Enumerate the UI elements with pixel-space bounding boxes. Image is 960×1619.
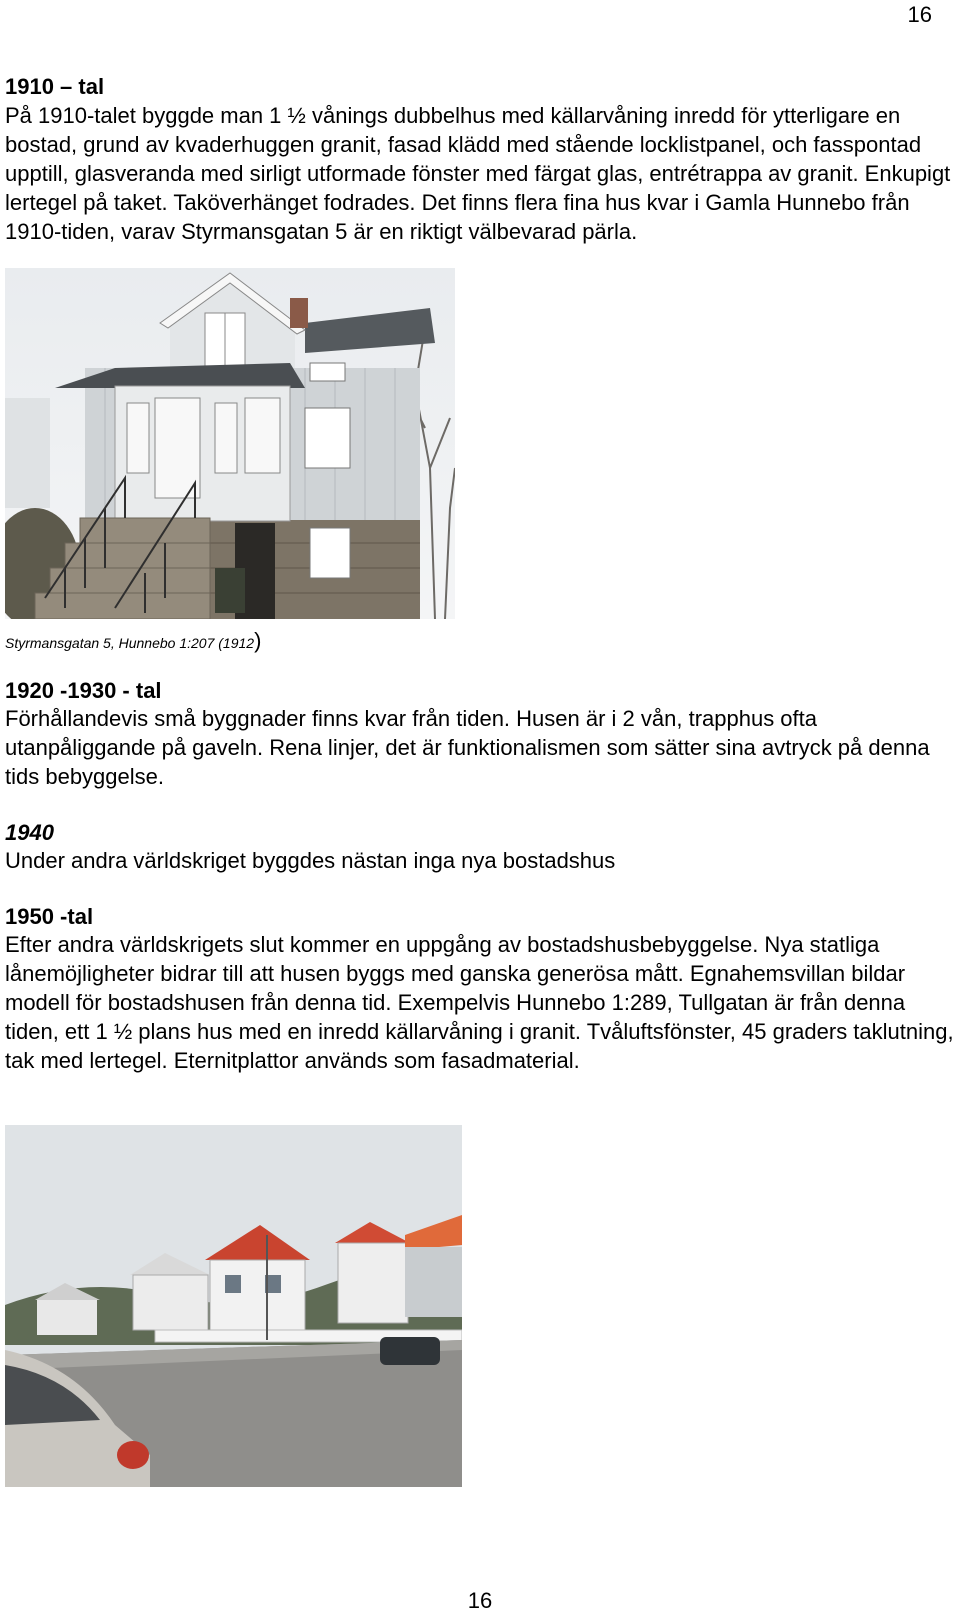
heading-1920-1930: 1920 -1930 - tal — [5, 678, 162, 703]
paragraph-1910: På 1910-talet byggde man 1 ½ vånings dubbelhus med källarvåning inredd för ytterligare en bostad, grund av kvaderhuggen granit, fasad klädd med stående locklistpanel, och fasspontad upptill, glasveranda med sirligt utformade fönster med färgat glas, entrétrappa av granit. Enkupigt lertegel på taket. Taköverhänget fodrades. Det finns flera fina hus kvar i Gamla Hunnebo från 1910-tiden, varav Styrmansgatan 5 är en riktigt välbevarad pärla. — [5, 103, 951, 244]
caption-text: Styrmansgatan 5, Hunnebo 1:207 (1912 — [5, 635, 255, 651]
street-illustration — [5, 1125, 462, 1487]
photo-caption — [5, 628, 261, 654]
paragraph-1950: Efter andra världskrigets slut kommer en uppgång av bostadshusbebyggelse. Nya statliga lånemöjligheter bidrar till att husen byggs med ganska generösa mått. Egnahemsvillan bildar modell för bostadshusen från denna tid. Exempelvis Hunnebo 1:289, Tullgatan är från denna tiden, ett 1 ½ plans hus med en inredd källarvåning i granit. Tvåluftsfönster, 45 graders taklutning, tak med lertegel. Eternitplattor används som fasadmaterial. — [5, 932, 954, 1073]
paragraph-1940: Under andra världskriget byggdes nästan inga nya bostadshus — [5, 848, 616, 873]
page-number-top: 16 — [907, 2, 932, 27]
heading-1950: 1950 -tal — [5, 904, 94, 929]
caption-paren: ) — [254, 628, 262, 653]
photo-street-scene — [5, 1125, 462, 1487]
paragraph-1920-1930: Förhållandevis små byggnader finns kvar från tiden. Husen är i 2 vån, trapphus ofta utanpåliggande på gaveln. Rena linjer, det är funktionalismen som sätter sina avtryck på denna tids bebyggelse. — [5, 706, 930, 789]
heading-1940: 1940 — [5, 820, 54, 845]
house-illustration — [5, 268, 455, 619]
page-number-bottom: 16 — [467, 1588, 493, 1613]
photo-styrmansgatan-5 — [5, 268, 455, 619]
heading-1910: 1910 – tal — [5, 74, 105, 99]
